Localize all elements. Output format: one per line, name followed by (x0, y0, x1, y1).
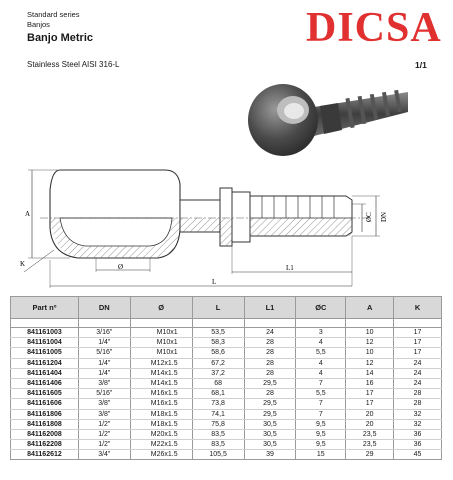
table-row (11, 409, 442, 419)
k-cell: 32 (394, 419, 442, 429)
table-row (11, 389, 442, 399)
dn-cell: 5/16" (78, 389, 130, 399)
oc-cell: 9,5 (296, 429, 346, 439)
l1-cell: 28 (244, 338, 296, 348)
oc-cell: 7 (296, 399, 346, 409)
l-cell: 75,8 (192, 419, 244, 429)
col-header-l: L (192, 297, 244, 319)
part-number-cell: 841161003 (11, 328, 79, 338)
a-cell: 20 (346, 409, 394, 419)
dn-cell: 1/4" (78, 338, 130, 348)
a-cell: 12 (346, 338, 394, 348)
thread-cell: M22x1.5 (130, 440, 192, 450)
part-number-cell: 841161808 (11, 419, 79, 429)
thread-cell: M26x1.5 (130, 450, 192, 460)
l1-cell: 29,5 (244, 409, 296, 419)
l-cell: 74,1 (192, 409, 244, 419)
l-cell: 73,8 (192, 399, 244, 409)
technical-drawing (0, 160, 453, 295)
dn-cell: 1/4" (78, 368, 130, 378)
oc-cell: 15 (296, 450, 346, 460)
l-cell: 68 (192, 378, 244, 388)
dim-dn-label: DN (380, 211, 388, 222)
a-cell: 12 (346, 358, 394, 368)
dn-cell: 3/8" (78, 409, 130, 419)
part-number-cell: 841161204 (11, 358, 79, 368)
k-cell: 45 (394, 450, 442, 460)
l-cell: 83,5 (192, 440, 244, 450)
l1-cell: 30,5 (244, 440, 296, 450)
dn-cell: 1/2" (78, 419, 130, 429)
l1-cell: 29,5 (244, 378, 296, 388)
l1-cell: 39 (244, 450, 296, 460)
thread-cell: M14x1.5 (130, 378, 192, 388)
k-cell: 17 (394, 328, 442, 338)
a-cell: 10 (346, 348, 394, 358)
dim-l-label: L (212, 278, 217, 286)
part-number-cell: 841162612 (11, 450, 79, 460)
table-row (11, 419, 442, 429)
dn-cell: 1/2" (78, 429, 130, 439)
oc-cell: 4 (296, 368, 346, 378)
part-number-cell: 841161605 (11, 389, 79, 399)
a-cell: 29 (346, 450, 394, 460)
dim-l1-label: L1 (286, 264, 294, 272)
oc-cell: 4 (296, 358, 346, 368)
page-number: 1/1 (415, 60, 427, 70)
a-cell: 23,5 (346, 440, 394, 450)
k-cell: 17 (394, 348, 442, 358)
part-number-cell: 841162208 (11, 440, 79, 450)
l1-cell: 30,5 (244, 429, 296, 439)
k-cell: 24 (394, 378, 442, 388)
part-number-cell: 841161806 (11, 409, 79, 419)
thread-cell: M10x1 (130, 348, 192, 358)
thread-cell: M20x1.5 (130, 429, 192, 439)
oc-cell: 7 (296, 409, 346, 419)
a-cell: 14 (346, 368, 394, 378)
part-number-cell: 841161606 (11, 399, 79, 409)
a-cell: 17 (346, 389, 394, 399)
dim-a-label: A (24, 210, 30, 218)
table-row (11, 358, 442, 368)
l1-cell: 28 (244, 368, 296, 378)
col-header-o: Ø (130, 297, 192, 319)
thread-cell: M10x1 (130, 328, 192, 338)
oc-cell: 4 (296, 338, 346, 348)
l-cell: 68,1 (192, 389, 244, 399)
l-cell: 58,6 (192, 348, 244, 358)
thread-cell: M18x1.5 (130, 409, 192, 419)
table-spacer-row (11, 319, 442, 328)
part-number-cell: 841162008 (11, 429, 79, 439)
part-number-cell: 841161005 (11, 348, 79, 358)
l-cell: 67,2 (192, 358, 244, 368)
oc-cell: 7 (296, 378, 346, 388)
k-cell: 17 (394, 338, 442, 348)
l1-cell: 28 (244, 358, 296, 368)
dn-cell: 1/4" (78, 358, 130, 368)
l-cell: 37,2 (192, 368, 244, 378)
table-row (11, 378, 442, 388)
dim-o-label: Ø (118, 263, 124, 271)
table-header-row (11, 297, 442, 319)
part-number-cell: 841161004 (11, 338, 79, 348)
dim-k-label: K (20, 260, 26, 268)
table-row (11, 368, 442, 378)
col-header-dn: DN (78, 297, 130, 319)
part-number-cell: 841161404 (11, 368, 79, 378)
subseries-label: Banjos (27, 20, 50, 29)
series-label: Standard series (27, 10, 80, 19)
oc-cell: 3 (296, 328, 346, 338)
product-title: Banjo Metric (27, 32, 94, 44)
k-cell: 36 (394, 429, 442, 439)
a-cell: 16 (346, 378, 394, 388)
table-row (11, 450, 442, 460)
k-cell: 24 (394, 358, 442, 368)
oc-cell: 9,5 (296, 419, 346, 429)
l1-cell: 28 (244, 348, 296, 358)
dn-cell: 3/8" (78, 399, 130, 409)
oc-cell: 9,5 (296, 440, 346, 450)
k-cell: 28 (394, 389, 442, 399)
a-cell: 17 (346, 399, 394, 409)
l1-cell: 24 (244, 328, 296, 338)
thread-cell: M18x1.5 (130, 419, 192, 429)
l-cell: 105,5 (192, 450, 244, 460)
thread-cell: M14x1.5 (130, 368, 192, 378)
dim-oc-label: ØC (365, 212, 373, 222)
table-row (11, 399, 442, 409)
thread-cell: M16x1.5 (130, 389, 192, 399)
material-label: Stainless Steel AISI 316-L (27, 60, 120, 69)
col-header-oc: ØC (296, 297, 346, 319)
brand-logo: DICSA (306, 5, 442, 51)
dn-cell: 3/4" (78, 450, 130, 460)
k-cell: 24 (394, 368, 442, 378)
l1-cell: 28 (244, 389, 296, 399)
k-cell: 32 (394, 409, 442, 419)
specs-table (10, 296, 442, 460)
table-row (11, 338, 442, 348)
dn-cell: 1/2" (78, 440, 130, 450)
col-header-l1: L1 (244, 297, 296, 319)
a-cell: 20 (346, 419, 394, 429)
product-photo (238, 78, 408, 168)
a-cell: 10 (346, 328, 394, 338)
dn-cell: 3/8" (78, 378, 130, 388)
part-number-cell: 841161406 (11, 378, 79, 388)
l-cell: 53,5 (192, 328, 244, 338)
l1-cell: 29,5 (244, 399, 296, 409)
l-cell: 83,5 (192, 429, 244, 439)
table-row (11, 440, 442, 450)
l1-cell: 30,5 (244, 419, 296, 429)
thread-cell: M16x1.5 (130, 399, 192, 409)
a-cell: 23,5 (346, 429, 394, 439)
thread-cell: M12x1.5 (130, 358, 192, 368)
col-header-a: A (346, 297, 394, 319)
col-header-part: Part nº (11, 297, 79, 319)
k-cell: 36 (394, 440, 442, 450)
dn-cell: 5/16" (78, 348, 130, 358)
table-row (11, 348, 442, 358)
oc-cell: 5,5 (296, 389, 346, 399)
k-cell: 28 (394, 399, 442, 409)
dn-cell: 3/16" (78, 328, 130, 338)
oc-cell: 5,5 (296, 348, 346, 358)
col-header-k: K (394, 297, 442, 319)
table-row (11, 429, 442, 439)
table-row (11, 328, 442, 338)
thread-cell: M10x1 (130, 338, 192, 348)
l-cell: 58,3 (192, 338, 244, 348)
